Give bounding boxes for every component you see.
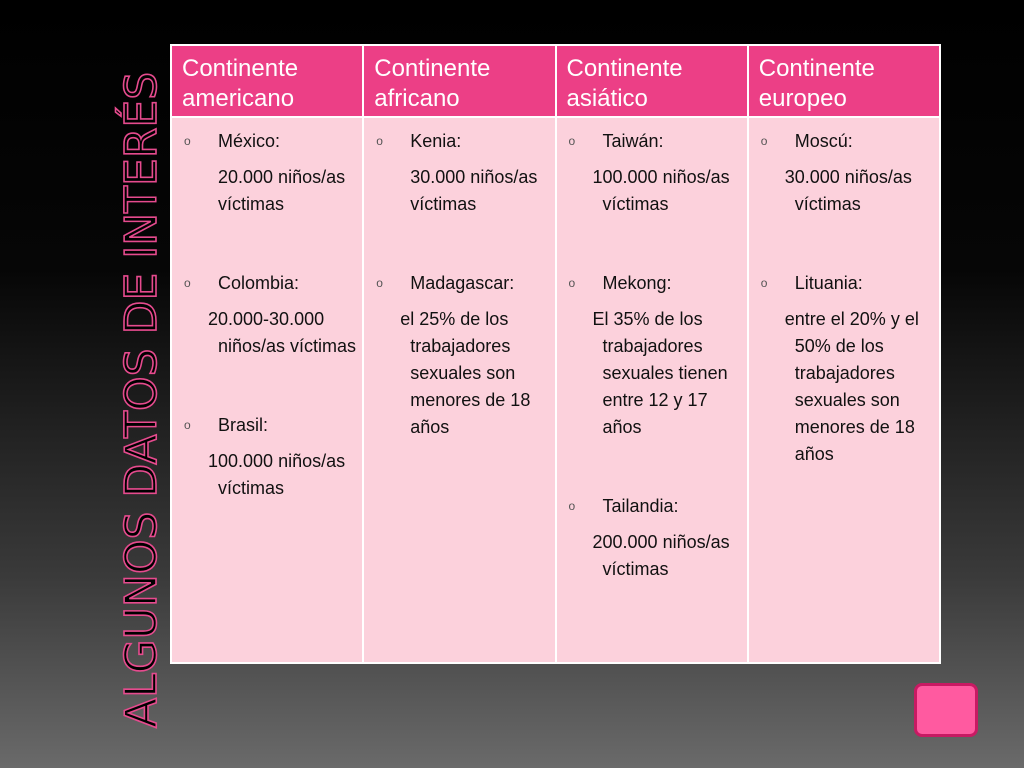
table-row: [171, 117, 940, 663]
cell-americas: [171, 117, 363, 663]
list-item-madagascar: [372, 270, 548, 297]
country-label: México:: [218, 131, 281, 151]
country-value: 20.000 niños/as víctimas: [218, 167, 346, 214]
bullet-icon: o: [760, 134, 768, 148]
bullet-icon: o: [184, 276, 191, 290]
country-label: Kenia:: [410, 131, 462, 151]
list-item-kenia: [372, 128, 548, 155]
country-label: Moscú:: [794, 131, 853, 151]
country-value: 100.000 niños/as víctimas: [208, 451, 346, 498]
bullet-icon: o: [760, 276, 768, 290]
data-table: [170, 44, 941, 664]
list-item-colombia: [180, 270, 356, 297]
list-item-mekong: [565, 270, 741, 297]
country-value: El 35% de los trabajadores sexuales tienen entre 12 y 17 años: [592, 309, 728, 437]
country-label: Mekong:: [602, 273, 672, 293]
list-item-moscu: [757, 128, 933, 155]
list-item-taiwan: [565, 128, 741, 155]
country-label: Taiwán:: [602, 131, 664, 151]
header-africa: Continente africano: [363, 45, 555, 117]
slide-title: ALGUNOS DATOS DE INTERÉS: [116, 71, 167, 728]
cell-europe: [748, 117, 940, 663]
bullet-icon: o: [376, 276, 383, 290]
country-label: Colombia:: [218, 273, 300, 293]
table-header-row: [171, 45, 940, 117]
list-item-tailandia: [565, 493, 741, 520]
country-value: el 25% de los trabajadores sexuales son menores de 18 años: [400, 309, 531, 437]
country-value: 30.000 niños/as víctimas: [410, 167, 538, 214]
country-label: Tailandia:: [602, 496, 679, 516]
bullet-icon: o: [568, 276, 576, 290]
country-label: Madagascar:: [410, 273, 515, 293]
bullet-icon: o: [376, 134, 383, 148]
country-value: 200.000 niños/as víctimas: [592, 532, 730, 579]
country-label: Brasil:: [218, 415, 269, 435]
header-europe: Continente europeo: [748, 45, 940, 117]
bullet-icon: o: [184, 418, 191, 432]
bullet-icon: o: [568, 134, 576, 148]
bullet-icon: o: [568, 499, 576, 513]
country-value: 20.000-30.000 niños/as víctimas: [208, 309, 357, 356]
list-item-lituania: [757, 270, 933, 297]
country-label: Lituania:: [794, 273, 863, 293]
list-item-mexico: [180, 128, 356, 155]
country-value: entre el 20% y el 50% de los trabajadores sexuales son menores de 18 años: [784, 309, 919, 464]
list-item-brasil: [180, 412, 356, 439]
cell-africa: [363, 117, 555, 663]
header-americas: Continente americano: [171, 45, 363, 117]
header-asia: Continente asiático: [556, 45, 748, 117]
country-value: 30.000 niños/as víctimas: [784, 167, 912, 214]
action-button-icon[interactable]: [914, 683, 978, 737]
country-value: 100.000 niños/as víctimas: [592, 167, 730, 214]
bullet-icon: o: [184, 134, 191, 148]
cell-asia: [556, 117, 748, 663]
